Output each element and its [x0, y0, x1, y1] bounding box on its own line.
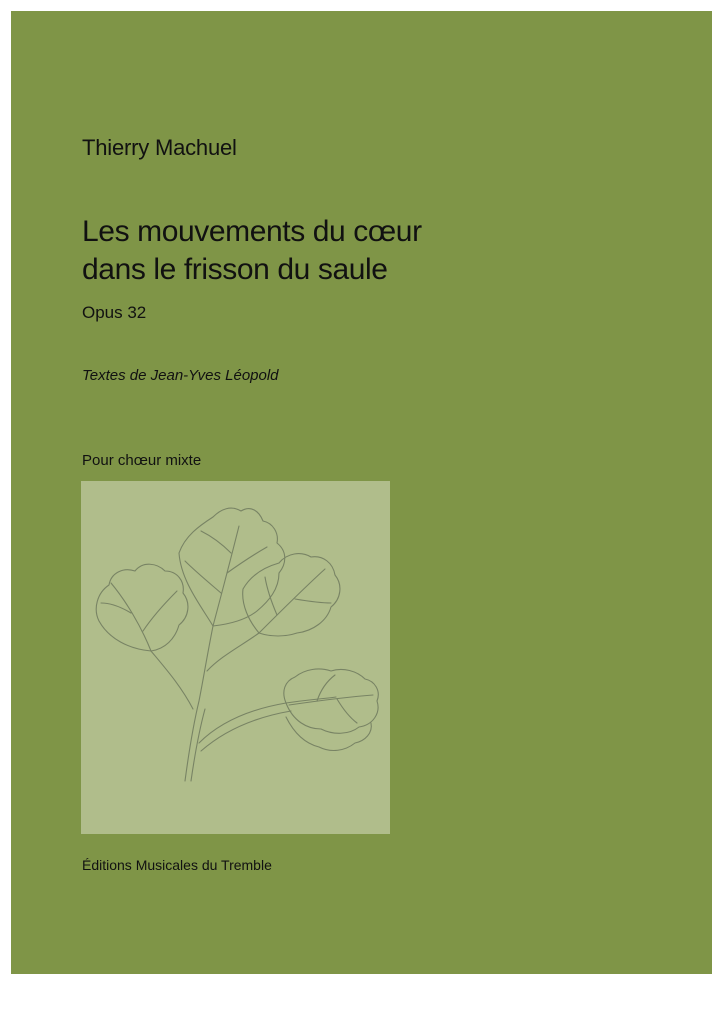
work-title: [82, 213, 422, 289]
score-cover: [11, 11, 712, 974]
willow-leaves-sketch-icon: [81, 481, 390, 834]
opus-number: Opus 32: [82, 303, 147, 322]
lyricist-credit: Textes de Jean-Yves Léopold: [82, 367, 279, 384]
work-title-line-1: Les mouvements du cœur: [82, 215, 422, 248]
publisher-name: Éditions Musicales du Tremble: [82, 857, 272, 873]
composer-name: Thierry Machuel: [82, 135, 237, 160]
ensemble-description: Pour chœur mixte: [82, 452, 202, 469]
cover-artwork: [81, 481, 390, 834]
work-title-line-2: dans le frisson du saule: [82, 253, 388, 286]
